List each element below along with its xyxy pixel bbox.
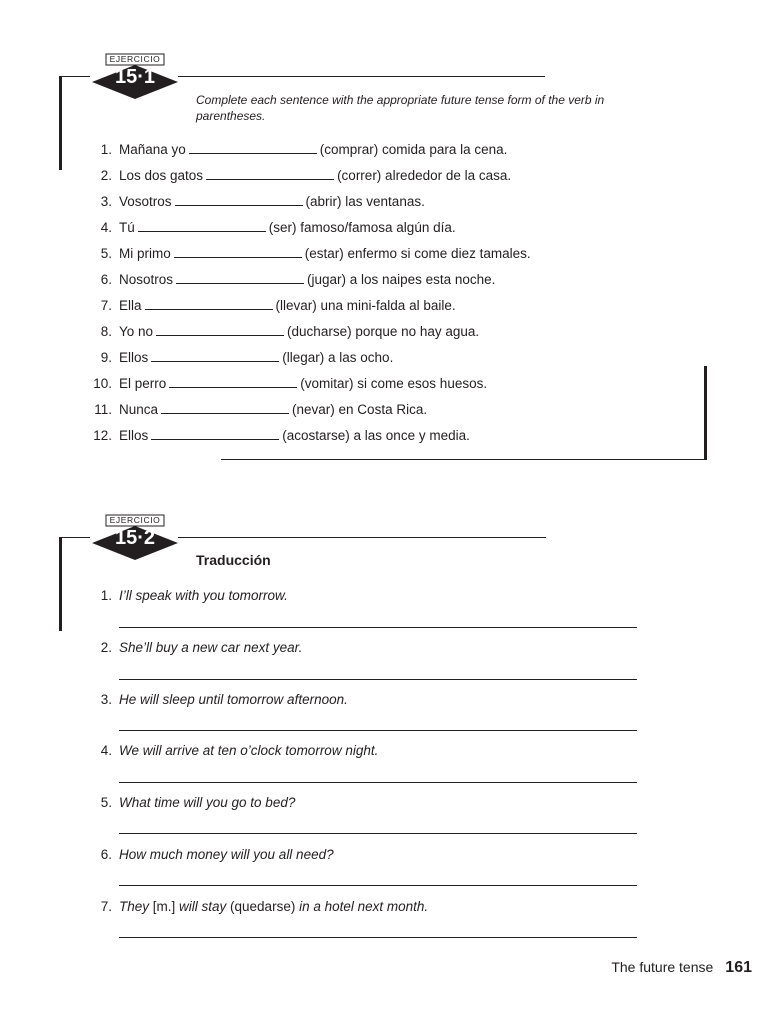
answer-blank[interactable] bbox=[156, 334, 284, 336]
answer-blank[interactable] bbox=[169, 386, 297, 388]
answer-line[interactable] bbox=[119, 730, 637, 731]
answer-blank[interactable] bbox=[151, 438, 279, 440]
list-item: 4. Tú (ser) famoso/famosa algún día. bbox=[100, 220, 456, 235]
answer-blank[interactable] bbox=[176, 282, 304, 284]
page-number: 161 bbox=[725, 959, 752, 976]
list-item: 8. Yo no (ducharse) porque no hay agua. bbox=[100, 324, 480, 339]
list-item: 10. El perro (vomitar) si come esos huesos. bbox=[93, 376, 488, 391]
section-bar-right bbox=[704, 366, 707, 460]
list-item: 1. I’ll speak with you tomorrow. bbox=[100, 588, 288, 603]
list-item: 1. Mañana yo (comprar) comida para la cena. bbox=[100, 142, 508, 157]
section-rule-top bbox=[60, 76, 90, 77]
answer-line[interactable] bbox=[119, 782, 637, 783]
list-item: 3. He will sleep until tomorrow afternoon. bbox=[100, 692, 348, 707]
exercise-badge-2 bbox=[90, 514, 182, 560]
badge-number: 15·2 bbox=[114, 527, 156, 549]
instructions: Complete each sentence with the appropriate future tense form of the verb in parentheses. bbox=[196, 93, 605, 123]
badge-number: 15·1 bbox=[114, 66, 156, 88]
answer-blank[interactable] bbox=[145, 308, 273, 310]
badge-label: EJERCICIO bbox=[109, 515, 161, 525]
list-item: 5. Mi primo (estar) enfermo si come diez tamales. bbox=[100, 246, 531, 261]
section-bar-left bbox=[59, 537, 62, 631]
page-footer bbox=[611, 956, 752, 979]
section-rule-top bbox=[178, 537, 546, 538]
section-rule-top bbox=[60, 537, 90, 538]
answer-blank[interactable] bbox=[138, 230, 266, 232]
answer-blank[interactable] bbox=[206, 178, 334, 180]
list-item: 7. Ella (llevar) una mini-falda al baile. bbox=[100, 298, 456, 313]
list-item: 2. Los dos gatos (correr) alrededor de la casa. bbox=[100, 168, 512, 183]
answer-line[interactable] bbox=[119, 885, 637, 886]
section-heading: Traducción bbox=[196, 552, 271, 568]
answer-blank[interactable] bbox=[174, 256, 302, 258]
list-item: 2. She’ll buy a new car next year. bbox=[100, 640, 303, 655]
answer-line[interactable] bbox=[119, 833, 637, 834]
exercise-badge-1 bbox=[90, 53, 182, 99]
list-item: 5. What time will you go to bed? bbox=[100, 795, 296, 810]
list-item: 6. Nosotros (jugar) a los naipes esta noche. bbox=[100, 272, 496, 287]
list-item: 9. Ellos (llegar) a las ocho. bbox=[100, 350, 394, 365]
answer-line[interactable] bbox=[119, 937, 637, 938]
badge-label: EJERCICIO bbox=[109, 54, 161, 64]
list-item: 11. Nunca (nevar) en Costa Rica. bbox=[94, 402, 428, 417]
answer-line[interactable] bbox=[119, 627, 637, 628]
answer-blank[interactable] bbox=[161, 412, 289, 414]
chapter-title: The future tense bbox=[611, 959, 714, 975]
list-item: 3. Vosotros (abrir) las ventanas. bbox=[100, 194, 425, 209]
section-rule-top bbox=[178, 76, 545, 77]
section-rule-bottom bbox=[221, 459, 706, 460]
section-bar-left bbox=[59, 76, 62, 170]
answer-blank[interactable] bbox=[189, 152, 317, 154]
list-item: 6. How much money will you all need? bbox=[100, 847, 334, 862]
answer-blank[interactable] bbox=[151, 360, 279, 362]
list-item: 12. Ellos (acostarse) a las once y media. bbox=[93, 428, 470, 443]
answer-blank[interactable] bbox=[175, 204, 303, 206]
list-item: 7. They [m.] will stay (quedarse) in a hotel next month. bbox=[100, 899, 429, 914]
answer-line[interactable] bbox=[119, 679, 637, 680]
list-item: 4. We will arrive at ten o’clock tomorrow night. bbox=[100, 743, 379, 758]
